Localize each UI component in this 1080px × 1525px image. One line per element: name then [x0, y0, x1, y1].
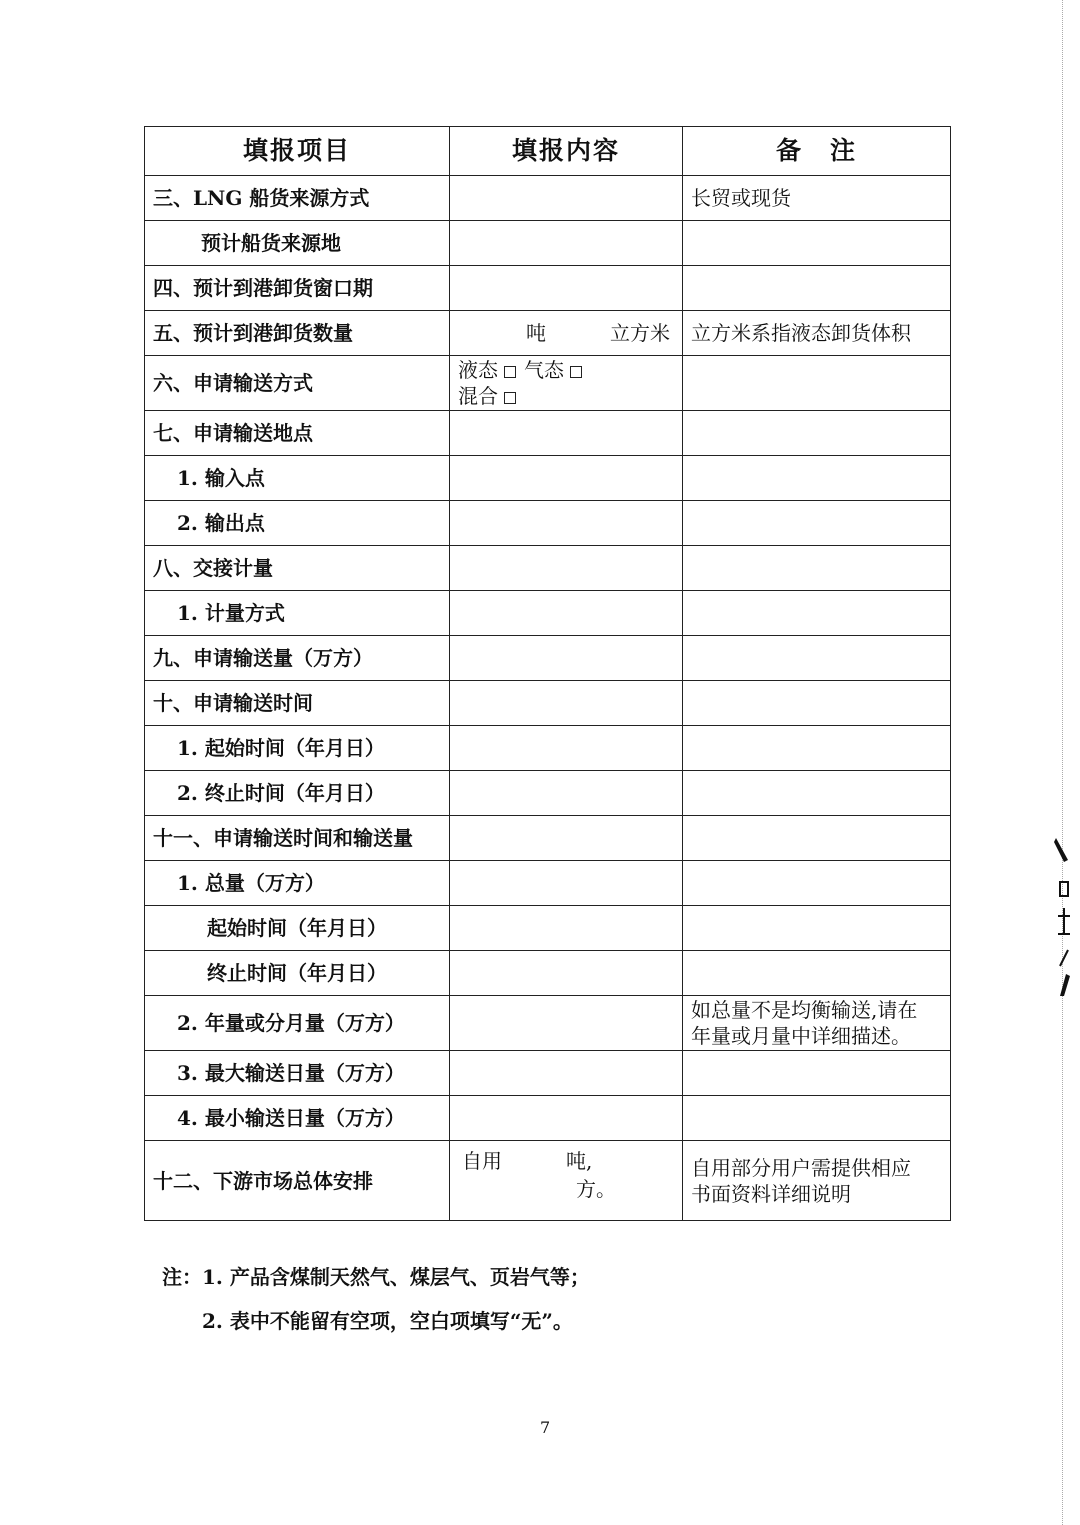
- table-row: [145, 1096, 951, 1141]
- row-note: [683, 1051, 951, 1096]
- table-row: [145, 996, 951, 1051]
- row-content: [450, 771, 683, 816]
- table-row: [145, 1141, 951, 1221]
- row-content: [450, 726, 683, 771]
- row-content: [450, 906, 683, 951]
- page-number: 7: [540, 1418, 551, 1437]
- downstream-arrangement-cell: [450, 1141, 683, 1221]
- table-row: [145, 636, 951, 681]
- row-item: 十二、下游市场总体安排: [145, 1141, 450, 1221]
- row-item: 预计船货来源地: [145, 221, 450, 266]
- row-item: 十一、申请输送时间和输送量: [145, 816, 450, 861]
- note-line: 如总量不是均衡输送,请在: [691, 998, 918, 1022]
- row-note: [683, 266, 951, 311]
- header-content: 填报内容: [450, 127, 683, 176]
- option-mixed-label: 混合: [458, 384, 498, 408]
- table-row: [145, 546, 951, 591]
- unit-ton: 吨,: [566, 1148, 593, 1173]
- row-item: 起始时间（年月日）: [145, 906, 450, 951]
- table-row: [145, 771, 951, 816]
- row-note: [683, 456, 951, 501]
- row-item: 终止时间（年月日）: [145, 951, 450, 996]
- row-item: 七、申请输送地点: [145, 411, 450, 456]
- row-note: [683, 906, 951, 951]
- row-content: [450, 861, 683, 906]
- unit-cubic-meter: 立方米: [610, 321, 670, 345]
- transport-mode-cell: [450, 356, 683, 411]
- row-item: 八、交接计量: [145, 546, 450, 591]
- row-note: 长贸或现货: [683, 176, 951, 221]
- row-item: 五、预计到港卸货数量: [145, 311, 450, 356]
- row-note: [683, 221, 951, 266]
- row-content: [450, 816, 683, 861]
- table-row: [145, 221, 951, 266]
- row-content: [450, 221, 683, 266]
- row-item: 4. 最小输送日量（万方）: [145, 1096, 450, 1141]
- row-note: [683, 546, 951, 591]
- option-gas-checkbox[interactable]: [570, 366, 582, 378]
- row-item: 六、申请输送方式: [145, 356, 450, 411]
- row-content: [450, 636, 683, 681]
- row-note: [683, 726, 951, 771]
- row-note: [683, 591, 951, 636]
- row-content: [450, 456, 683, 501]
- row-content: [450, 1051, 683, 1096]
- table-row: [145, 311, 951, 356]
- row-note: [683, 501, 951, 546]
- row-content: [450, 1096, 683, 1141]
- option-mixed-checkbox[interactable]: [504, 392, 516, 404]
- row-item: 四、预计到港卸货窗口期: [145, 266, 450, 311]
- row-item: 九、申请输送量（万方）: [145, 636, 450, 681]
- table-row: [145, 726, 951, 771]
- table-row: [145, 411, 951, 456]
- note-line: 年量或月量中详细描述。: [691, 1024, 911, 1048]
- row-note: [683, 356, 951, 411]
- table-row: [145, 951, 951, 996]
- row-note: [683, 636, 951, 681]
- row-content: [450, 176, 683, 221]
- table-row: [145, 266, 951, 311]
- footnote-2: 2. 表中不能留有空项，空白项填写“无”。: [202, 1309, 573, 1333]
- option-liquid-checkbox[interactable]: [504, 366, 516, 378]
- footnote-1: 注：1. 产品含煤制天然气、煤层气、页岩气等；: [162, 1265, 590, 1289]
- row-item: 3. 最大输送日量（万方）: [145, 1051, 450, 1096]
- row-content: [450, 411, 683, 456]
- row-content: [450, 546, 683, 591]
- row-item: 1. 输入点: [145, 456, 450, 501]
- table-row: [145, 906, 951, 951]
- header-note: 备 注: [683, 127, 951, 176]
- application-form-table: [144, 126, 951, 1221]
- row-note: [683, 861, 951, 906]
- row-item: 三、LNG 船货来源方式: [145, 176, 450, 221]
- row-note: [683, 996, 951, 1051]
- row-item: 十、申请输送时间: [145, 681, 450, 726]
- row-item: 2. 输出点: [145, 501, 450, 546]
- row-note: [683, 816, 951, 861]
- row-item: 1. 起始时间（年月日）: [145, 726, 450, 771]
- self-use-label: 自用: [462, 1148, 502, 1173]
- unit-ton: 吨: [526, 321, 546, 345]
- row-note: [683, 681, 951, 726]
- table-row: [145, 681, 951, 726]
- note-line: 书面资料详细说明: [691, 1181, 851, 1206]
- table-row: [145, 176, 951, 221]
- row-content: [450, 266, 683, 311]
- option-gas-label: 气态: [524, 358, 564, 382]
- table-row: [145, 501, 951, 546]
- option-liquid-label: 液态: [458, 358, 498, 382]
- table-row: [145, 1051, 951, 1096]
- row-note: [683, 951, 951, 996]
- row-content: [450, 501, 683, 546]
- row-item: 1. 总量（万方）: [145, 861, 450, 906]
- row-content: [450, 591, 683, 636]
- row-note: 立方米系指液态卸货体积: [683, 311, 951, 356]
- row-note: [683, 1096, 951, 1141]
- row-item: 2. 终止时间（年月日）: [145, 771, 450, 816]
- table-row: [145, 816, 951, 861]
- table-row: [145, 456, 951, 501]
- page-edge: [1062, 0, 1064, 1525]
- note-line: 自用部分用户需提供相应: [691, 1155, 911, 1180]
- row-note: [683, 771, 951, 816]
- header-item: 填报项目: [145, 127, 450, 176]
- row-item: 2. 年量或分月量（万方）: [145, 996, 450, 1051]
- row-content: [450, 951, 683, 996]
- table-header-row: [145, 127, 951, 176]
- row-item: 1. 计量方式: [145, 591, 450, 636]
- unit-fang: 方。: [576, 1176, 616, 1201]
- table-row: [145, 356, 951, 411]
- table-row: [145, 861, 951, 906]
- row-note: [683, 411, 951, 456]
- footnotes: [162, 1262, 590, 1350]
- row-content: [450, 681, 683, 726]
- unloading-quantity-cell: [450, 311, 683, 356]
- row-note: [683, 1141, 951, 1221]
- row-content: [450, 996, 683, 1051]
- table-row: [145, 591, 951, 636]
- binding-edge-marks: [1054, 838, 1076, 998]
